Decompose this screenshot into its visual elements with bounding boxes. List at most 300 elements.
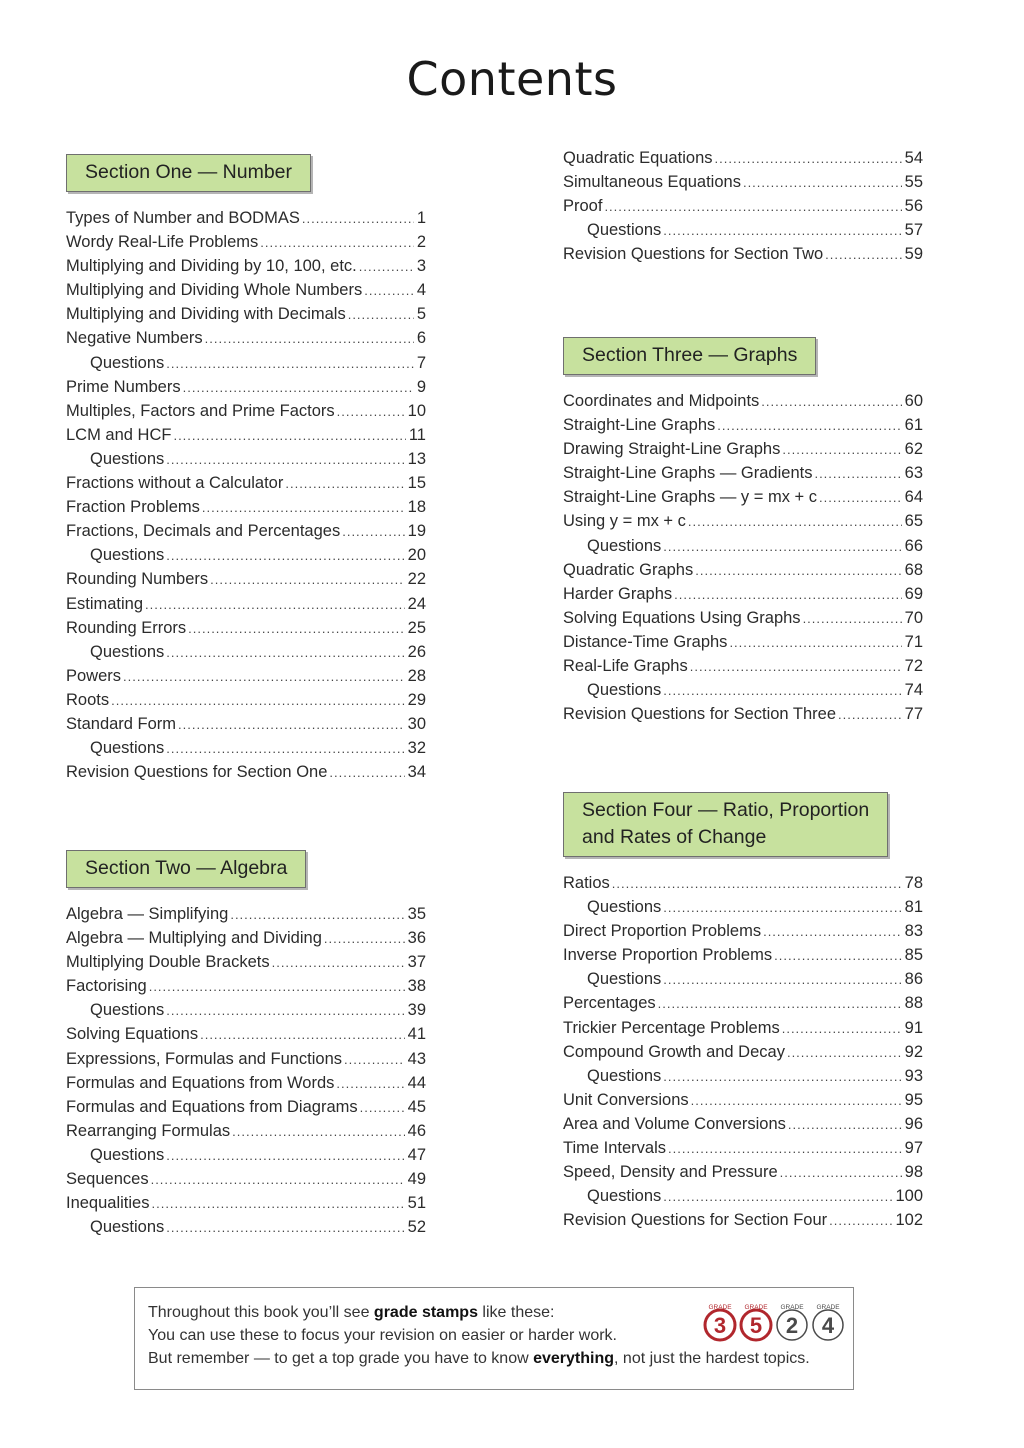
toc-entry-page: 78: [904, 874, 923, 892]
note-line-1-bold: grade stamps: [373, 1304, 478, 1321]
toc-leader-dots: [230, 907, 404, 922]
section-three-heading[interactable]: Section Three — Graphs: [563, 337, 816, 375]
toc-entry-page: 24: [407, 594, 426, 613]
toc-leader-dots: [166, 548, 404, 563]
toc-entry[interactable]: [66, 1050, 426, 1074]
toc-entry-label: Rearranging Formulas: [66, 1121, 231, 1140]
grade-stamp-number: 2: [785, 1313, 799, 1338]
toc-leader-dots: [787, 1045, 902, 1060]
toc-entry[interactable]: [563, 681, 923, 705]
toc-entry[interactable]: [66, 953, 426, 977]
toc-entry-label: Questions: [90, 353, 165, 372]
toc-entry-page: 35: [407, 905, 426, 923]
toc-entry-page: 74: [904, 681, 923, 700]
toc-entry-page: 100: [895, 1187, 923, 1206]
section-four-heading-line2: and Rates of Change: [582, 826, 767, 848]
toc-entry[interactable]: [563, 464, 923, 488]
grade-stamp-label: GRADE: [744, 1304, 768, 1311]
toc-leader-dots: [743, 175, 902, 190]
toc-entry-label: Inverse Proportion Problems: [563, 946, 773, 965]
toc-leader-dots: [151, 1196, 404, 1211]
toc-entry-page: 57: [904, 221, 923, 240]
grade-stamps: [703, 1302, 845, 1344]
toc-entry-page: 10: [407, 401, 426, 420]
toc-leader-dots: [838, 707, 902, 722]
toc-entry-page: 91: [904, 1018, 923, 1037]
toc-entry-page: 83: [904, 922, 923, 941]
toc-entry-label: Questions: [587, 536, 662, 555]
toc-entry[interactable]: [66, 1170, 426, 1194]
toc-entry-page: 98: [904, 1163, 923, 1182]
toc-entry-page: 1: [416, 209, 426, 227]
toc-leader-dots: [202, 500, 405, 515]
toc-entry[interactable]: [66, 522, 426, 546]
toc-entry-label: Formulas and Equations from Diagrams: [66, 1097, 358, 1116]
toc-entry-label: Standard Form: [66, 714, 177, 733]
toc-entry-page: 39: [407, 1001, 426, 1020]
toc-entry-label: Negative Numbers: [66, 329, 203, 348]
toc-entry-page: 51: [407, 1194, 426, 1213]
section-four-heading-line1: Section Four — Ratio, Proportion: [582, 799, 870, 821]
note-line-1-pre: Throughout this book you’ll see: [148, 1304, 374, 1321]
toc-leader-dots: [166, 356, 414, 371]
toc-leader-dots: [359, 259, 414, 274]
toc-entry-page: 95: [904, 1090, 923, 1109]
toc-entry-label: Direct Proportion Problems: [563, 922, 762, 941]
toc-entry[interactable]: [66, 595, 426, 619]
toc-leader-dots: [360, 1100, 405, 1115]
toc-entry[interactable]: [66, 378, 426, 402]
toc-entry[interactable]: [563, 922, 923, 946]
toc-entry-page: 54: [904, 149, 923, 167]
toc-leader-dots: [780, 1165, 902, 1180]
toc-entry-page: 3: [416, 257, 426, 276]
toc-entry-page: 64: [904, 488, 923, 507]
toc-leader-dots: [695, 563, 901, 578]
toc-leader-dots: [761, 394, 901, 409]
toc-leader-dots: [663, 1189, 892, 1204]
toc-entry-label: Algebra — Simplifying: [66, 905, 229, 923]
toc-leader-dots: [658, 996, 902, 1011]
toc-leader-dots: [814, 466, 901, 481]
toc-leader-dots: [663, 1069, 901, 1084]
toc-entry[interactable]: [66, 977, 426, 1001]
toc-entry[interactable]: [66, 643, 426, 667]
toc-leader-dots: [344, 1052, 405, 1067]
toc-entry-label: Multiplying and Dividing with Decimals: [66, 305, 346, 324]
toc-entry[interactable]: [66, 763, 426, 787]
toc-leader-dots: [825, 247, 901, 262]
toc-entry-page: 55: [904, 173, 923, 192]
toc-entry-page: 61: [904, 416, 923, 435]
toc-entry[interactable]: [563, 1115, 923, 1139]
toc-entry-label: Trickier Percentage Problems: [563, 1018, 780, 1037]
toc-entry[interactable]: [563, 1019, 923, 1043]
toc-entry-label: Rounding Numbers: [66, 570, 209, 589]
toc-entry[interactable]: [563, 221, 923, 245]
toc-leader-dots: [260, 235, 414, 250]
toc-leader-dots: [674, 587, 902, 602]
toc-entry[interactable]: [563, 245, 923, 269]
toc-entry[interactable]: [66, 329, 426, 353]
toc-entry[interactable]: [563, 585, 923, 609]
toc-entry-label: Area and Volume Conversions: [563, 1114, 786, 1133]
toc-entry-label: Distance-Time Graphs: [563, 632, 728, 651]
toc-entry-page: 22: [407, 570, 426, 589]
toc-leader-dots: [145, 597, 405, 612]
toc-entry[interactable]: [563, 149, 923, 173]
grade-stamp-label: GRADE: [708, 1304, 732, 1311]
toc-entry-label: Questions: [90, 1145, 165, 1164]
toc-entry-page: 102: [895, 1211, 923, 1230]
toc-entry[interactable]: [66, 546, 426, 570]
toc-entry[interactable]: [563, 440, 923, 464]
toc-entry-label: Questions: [587, 1187, 662, 1206]
toc-leader-dots: [149, 979, 405, 994]
toc-entry-label: Revision Questions for Section Four: [563, 1211, 828, 1230]
toc-leader-dots: [729, 635, 901, 650]
toc-entry[interactable]: [66, 905, 426, 929]
toc-entry[interactable]: [563, 173, 923, 197]
toc-leader-dots: [691, 1093, 902, 1108]
note-line-3: [148, 1350, 853, 1373]
toc-entry-page: 25: [407, 618, 426, 637]
note-line-1-post: like these:: [477, 1304, 555, 1321]
toc-entry-page: 97: [904, 1139, 923, 1158]
toc-leader-dots: [166, 645, 404, 660]
toc-entry[interactable]: [563, 488, 923, 512]
toc-entry-page: 68: [904, 560, 923, 579]
toc-leader-dots: [205, 331, 414, 346]
toc-entry-label: LCM and HCF: [66, 425, 172, 444]
toc-leader-dots: [763, 924, 902, 939]
toc-entry-page: 72: [904, 657, 923, 676]
toc-leader-dots: [612, 876, 902, 891]
grade-stamp-number: 3: [713, 1313, 727, 1338]
toc-leader-dots: [688, 514, 902, 529]
right-column-middle: [563, 337, 923, 729]
toc-entry-label: Speed, Density and Pressure: [563, 1163, 778, 1182]
toc-entry-label: Drawing Straight-Line Graphs: [563, 440, 781, 459]
toc-entry[interactable]: [563, 874, 923, 898]
grade-stamp-number: 4: [821, 1313, 835, 1338]
toc-entry-page: 7: [416, 353, 426, 372]
toc-entry-page: 86: [904, 970, 923, 989]
toc-entry-page: 44: [407, 1073, 426, 1092]
toc-entry[interactable]: [563, 1067, 923, 1091]
toc-entry[interactable]: [563, 561, 923, 585]
section-one-heading[interactable]: Section One — Number: [66, 154, 311, 192]
grade-stamp-label: GRADE: [816, 1304, 840, 1311]
section-four-entries: [563, 874, 923, 1235]
toc-leader-dots: [342, 524, 404, 539]
toc-entry-page: 2: [416, 233, 426, 252]
toc-entry-label: Percentages: [563, 994, 656, 1013]
toc-entry-label: Questions: [90, 642, 165, 661]
toc-leader-dots: [663, 539, 901, 554]
toc-leader-dots: [663, 223, 901, 238]
toc-entry-page: 41: [407, 1025, 426, 1044]
toc-entry-page: 15: [407, 474, 426, 493]
toc-entry-label: Types of Number and BODMAS: [66, 209, 300, 227]
toc-entry-label: Straight-Line Graphs: [563, 416, 716, 435]
left-column-lower: [66, 850, 426, 1242]
toc-entry-page: 69: [904, 584, 923, 603]
toc-entry-label: Using y = mx + c: [563, 512, 686, 531]
toc-entry-label: Quadratic Equations: [563, 149, 713, 167]
toc-entry-page: 5: [416, 305, 426, 324]
toc-entry[interactable]: [563, 512, 923, 536]
toc-entry[interactable]: [563, 537, 923, 561]
toc-entry[interactable]: [563, 705, 923, 729]
toc-entry-page: 52: [407, 1218, 426, 1237]
section-one-entries: [66, 209, 426, 787]
toc-entry[interactable]: [563, 898, 923, 922]
toc-entry-page: 88: [904, 994, 923, 1013]
toc-leader-dots: [788, 1117, 902, 1132]
toc-leader-dots: [604, 199, 901, 214]
toc-entry-page: 30: [407, 714, 426, 733]
toc-entry[interactable]: [563, 1187, 923, 1211]
toc-entry-label: Fractions, Decimals and Percentages: [66, 522, 341, 541]
toc-entry[interactable]: [563, 970, 923, 994]
toc-leader-dots: [668, 1141, 902, 1156]
toc-entry-label: Prime Numbers: [66, 377, 181, 396]
toc-entry-page: 96: [904, 1114, 923, 1133]
toc-entry-page: 43: [407, 1049, 426, 1068]
toc-entry-label: Questions: [587, 1066, 662, 1085]
toc-entry[interactable]: [563, 1163, 923, 1187]
note-line-3-post: , not just the hardest topics.: [614, 1350, 810, 1367]
toc-leader-dots: [285, 476, 404, 491]
toc-leader-dots: [188, 621, 405, 636]
toc-leader-dots: [200, 1027, 405, 1042]
toc-entry-label: Quadratic Graphs: [563, 560, 694, 579]
toc-entry[interactable]: [66, 691, 426, 715]
toc-entry-page: 49: [407, 1170, 426, 1189]
toc-leader-dots: [151, 1172, 405, 1187]
toc-entry-label: Wordy Real-Life Problems: [66, 233, 259, 252]
toc-leader-dots: [715, 151, 902, 166]
toc-leader-dots: [690, 659, 902, 674]
toc-entry-label: Questions: [90, 739, 165, 758]
toc-entry[interactable]: [66, 1074, 426, 1098]
toc-leader-dots: [166, 741, 404, 756]
toc-entry-label: Questions: [587, 898, 662, 917]
toc-entry-page: 77: [904, 705, 923, 724]
toc-entry-label: Revision Questions for Section One: [66, 763, 328, 782]
section-two-entries: [66, 905, 426, 1242]
toc-entry-label: Fraction Problems: [66, 498, 200, 517]
toc-leader-dots: [173, 428, 405, 443]
toc-entry-label: Questions: [587, 970, 662, 989]
toc-entry[interactable]: [66, 474, 426, 498]
page-title: Contents: [406, 52, 618, 106]
toc-entry[interactable]: [66, 667, 426, 691]
toc-leader-dots: [272, 955, 405, 970]
toc-entry[interactable]: [66, 209, 426, 233]
toc-entry[interactable]: [66, 257, 426, 281]
toc-entry[interactable]: [563, 633, 923, 657]
toc-entry-label: Questions: [587, 681, 662, 700]
toc-entry[interactable]: [66, 1122, 426, 1146]
toc-entry[interactable]: [66, 281, 426, 305]
toc-leader-dots: [364, 283, 414, 298]
toc-entry-page: 85: [904, 946, 923, 965]
toc-entry-page: 60: [904, 392, 923, 410]
toc-entry[interactable]: [66, 233, 426, 257]
toc-entry[interactable]: [66, 715, 426, 739]
toc-entry-label: Powers: [66, 666, 122, 685]
toc-entry[interactable]: [563, 1043, 923, 1067]
toc-entry[interactable]: [563, 197, 923, 221]
grade-stamp-icon: [739, 1302, 773, 1344]
toc-leader-dots: [337, 404, 405, 419]
toc-entry-page: 66: [904, 536, 923, 555]
section-three-entries: [563, 392, 923, 729]
toc-entry[interactable]: [66, 305, 426, 329]
toc-entry-page: 45: [407, 1097, 426, 1116]
toc-entry-label: Sequences: [66, 1170, 149, 1189]
toc-entry[interactable]: [66, 619, 426, 643]
toc-entry-label: Estimating: [66, 594, 144, 613]
toc-entry-page: 6: [416, 329, 426, 348]
toc-entry[interactable]: [66, 1146, 426, 1170]
toc-entry-page: 46: [407, 1121, 426, 1140]
section-four-heading[interactable]: [563, 792, 888, 857]
toc-entry[interactable]: [563, 1091, 923, 1115]
toc-leader-dots: [663, 683, 901, 698]
toc-entry-page: 62: [904, 440, 923, 459]
grade-stamp-icon: [811, 1302, 845, 1344]
toc-leader-dots: [663, 900, 901, 915]
toc-entry[interactable]: [563, 416, 923, 440]
toc-entry-label: Multiplying and Dividing by 10, 100, etc.: [66, 257, 357, 276]
toc-entry-page: 34: [407, 763, 426, 782]
toc-entry-label: Factorising: [66, 977, 147, 996]
toc-entry[interactable]: [66, 426, 426, 450]
toc-entry-page: 92: [904, 1042, 923, 1061]
toc-entry-page: 93: [904, 1066, 923, 1085]
grade-stamp-icon: [703, 1302, 737, 1344]
toc-entry[interactable]: [563, 1139, 923, 1163]
toc-entry-label: Formulas and Equations from Words: [66, 1073, 335, 1092]
toc-leader-dots: [336, 1076, 404, 1091]
toc-entry[interactable]: [563, 657, 923, 681]
toc-entry-label: Rounding Errors: [66, 618, 187, 637]
toc-entry-page: 70: [904, 608, 923, 627]
right-column-bottom: [563, 792, 923, 1235]
toc-entry-label: Real-Life Graphs: [563, 657, 688, 676]
toc-entry-label: Compound Growth and Decay: [563, 1042, 785, 1061]
toc-entry-label: Questions: [90, 546, 165, 565]
toc-entry-label: Multiples, Factors and Prime Factors: [66, 401, 335, 420]
toc-entry-page: 26: [407, 642, 426, 661]
toc-entry-page: 20: [407, 546, 426, 565]
toc-entry[interactable]: [563, 392, 923, 416]
toc-entry-page: 13: [407, 449, 426, 468]
toc-leader-dots: [829, 1213, 892, 1228]
toc-entry-label: Simultaneous Equations: [563, 173, 741, 192]
toc-entry[interactable]: [66, 570, 426, 594]
toc-leader-dots: [717, 418, 901, 433]
toc-entry-page: 65: [904, 512, 923, 531]
toc-leader-dots: [782, 1021, 902, 1036]
toc-entry[interactable]: [66, 450, 426, 474]
toc-entry-label: Proof: [563, 197, 603, 216]
toc-leader-dots: [166, 1148, 404, 1163]
right-column-top: [563, 149, 923, 269]
toc-entry-label: Multiplying and Dividing Whole Numbers: [66, 281, 363, 300]
toc-entry-page: 4: [416, 281, 426, 300]
toc-entry-page: 11: [408, 425, 426, 444]
toc-entry-page: 63: [904, 464, 923, 483]
toc-entry-page: 37: [407, 953, 426, 972]
section-two-heading[interactable]: Section Two — Algebra: [66, 850, 306, 888]
toc-entry-page: 71: [904, 632, 923, 651]
toc-entry-page: 81: [904, 898, 923, 917]
toc-entry[interactable]: [66, 929, 426, 953]
toc-leader-dots: [774, 948, 902, 963]
toc-leader-dots: [178, 717, 405, 732]
toc-leader-dots: [166, 1220, 404, 1235]
toc-entry[interactable]: [66, 1001, 426, 1025]
toc-leader-dots: [803, 611, 902, 626]
toc-entry[interactable]: [66, 402, 426, 426]
toc-leader-dots: [329, 765, 404, 780]
toc-entry-label: Harder Graphs: [563, 584, 673, 603]
toc-leader-dots: [166, 452, 404, 467]
toc-entry[interactable]: [66, 498, 426, 522]
toc-entry-label: Multiplying Double Brackets: [66, 953, 270, 972]
grade-stamps-note: [134, 1287, 854, 1390]
toc-entry-label: Questions: [90, 1001, 165, 1020]
toc-leader-dots: [819, 490, 902, 505]
toc-entry-label: Questions: [587, 221, 662, 240]
toc-entry-label: Time Intervals: [563, 1139, 666, 1158]
toc-leader-dots: [166, 1003, 404, 1018]
toc-leader-dots: [782, 442, 901, 457]
note-line-2: You can use these to focus your revision on easier or harder work.: [148, 1327, 617, 1344]
toc-entry[interactable]: [563, 946, 923, 970]
toc-entry[interactable]: [66, 1025, 426, 1049]
note-line-3-pre: But remember — to get a top grade you have to know: [148, 1350, 534, 1367]
toc-entry-page: 18: [407, 498, 426, 517]
toc-entry[interactable]: [563, 609, 923, 633]
toc-entry-page: 56: [904, 197, 923, 216]
toc-entry[interactable]: [563, 1211, 923, 1235]
toc-entry-page: 47: [407, 1145, 426, 1164]
grade-stamp-number: 5: [749, 1313, 763, 1338]
toc-entry[interactable]: [66, 354, 426, 378]
toc-entry[interactable]: [563, 994, 923, 1018]
toc-entry-label: Inequalities: [66, 1194, 150, 1213]
toc-entry-page: 32: [407, 739, 426, 758]
grade-stamp-icon: [775, 1302, 809, 1344]
toc-leader-dots: [210, 572, 404, 587]
toc-entry-label: Straight-Line Graphs — Gradients: [563, 464, 813, 483]
toc-entry[interactable]: [66, 1098, 426, 1122]
toc-entry[interactable]: [66, 1194, 426, 1218]
toc-leader-dots: [663, 972, 901, 987]
toc-entry-page: 19: [407, 522, 426, 541]
toc-entry-label: Revision Questions for Section Three: [563, 705, 836, 724]
toc-entry[interactable]: [66, 1218, 426, 1242]
toc-entry-label: Questions: [90, 449, 165, 468]
toc-entry[interactable]: [66, 739, 426, 763]
toc-entry-label: Algebra — Multiplying and Dividing: [66, 929, 322, 948]
toc-entry-label: Straight-Line Graphs — y = mx + c: [563, 488, 818, 507]
